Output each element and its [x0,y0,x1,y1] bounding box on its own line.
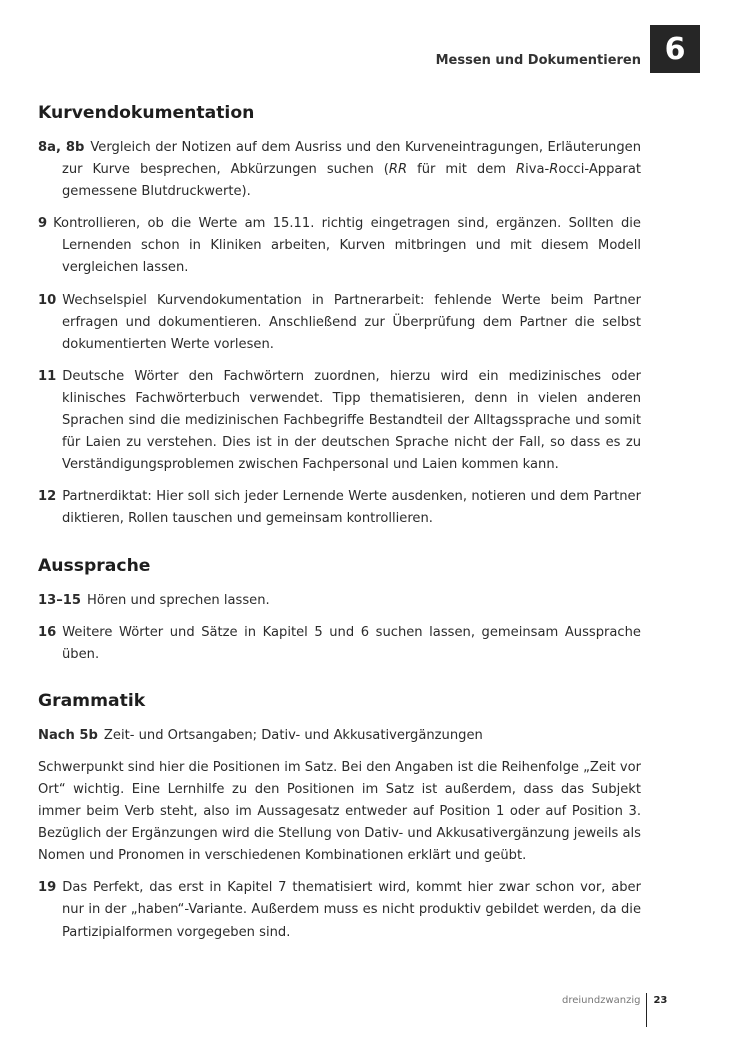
grammar-paragraph: Schwerpunkt sind hier die Positionen im Satz. Bei den Angaben ist die Reihenfolge „Zeit vor Ort“ wichtig. Eine Lernhilfe zu den Positionen im Satz ist außerdem, dass das Subjekt immer beim Verb steht, also im Aussagesatz entweder auf Position 1 oder auf Position 3. Bezüglich der Ergänzungen wird die Stellung von Dativ- und Akkusativergänzung jeweils als Nomen und Pronomen in verschiedenen Kombinationen erklärt und geübt. [38,759,641,864]
entry-number: 19 [38,880,57,896]
section-title-grammatik: Grammatik [38,690,146,711]
abbreviation-rr: RR [388,162,408,178]
entry-number: 16 [38,624,57,640]
entry-text: Das Perfekt, das erst in Kapitel 7 thematisiert wird, kommt hier zwar schon vor, aber nur in der „haben“-Variante. Außerdem muss es nicht produktiv gebildet werden, da die Partizipialformen vorgegeben sind. [62,880,641,940]
entry-text: Vergleich der Notizen auf dem Ausriss und den Kurveneintragungen, Erläuterungen zur Kurve besprechen, Abkürzungen suchen ( [62,140,641,178]
entry-text: Deutsche Wörter den Fachwörtern zuordnen, hierzu wird ein medizinisches oder klinisches Fachwörterbuch verwendet. Tipp thematisieren, denn in vielen anderen Sprachen sind die medizinischen Fachbegriffe Bestandteil der Alltagssprache und somit für Laien zu verstehen. Dies ist in der deutschen Sprache nicht der Fall, so dass es zu Verständigungsproblemen zwischen Fachpersonal und Laien kommen kann. [62,368,641,473]
entry-text: Weitere Wörter und Sätze in Kapitel 5 und 6 suchen lassen, gemeinsam Aussprache üben. [62,624,641,662]
section-title-kurvendokumentation: Kurvendokumentation [38,103,255,123]
page-number-word: dreiundzwanzig [562,995,641,1006]
entry-9 [38,213,641,279]
entry-text: Partnerdiktat: Hier soll sich jeder Lernende Werte ausdenken, notieren und dem Partner diktieren, Rollen tauschen und gemeinsam kontrollieren. [62,489,641,527]
italic-letter: R [549,162,559,178]
entry-text: Zeit- und Ortsangaben; Dativ- und Akkusativergänzungen [103,727,483,743]
entry-text: Kontrollieren, ob die Werte am 15.11. richtig eingetragen sind, ergänzen. Sollten die Lernenden schon in Kliniken arbeiten, Kurven mitbringen und mit diesem Modell vergleichen lassen. [53,216,641,276]
page-number: 23 [653,995,668,1006]
entry-number: Nach 5b [38,727,98,743]
entry-number: 13–15 [38,592,81,608]
entry-text: Hören und sprechen lassen. [87,592,270,608]
entry-19 [38,877,641,943]
entry-text: iva- [525,162,550,178]
italic-letter: R [515,162,526,178]
entry-11 [38,366,641,476]
page-content [38,100,641,954]
running-title: Messen und Dokumentieren [435,53,641,68]
entry-16 [38,622,641,666]
page-footer [562,993,667,1027]
entry-number: 12 [38,489,57,505]
grammar-lead [38,725,641,747]
page-header [0,0,737,100]
section-title-aussprache: Aussprache [38,555,151,576]
entry-8a-8b [38,137,641,203]
entry-number: 8a, 8b [38,140,85,155]
entry-13-15 [38,590,641,612]
entry-number: 11 [38,368,57,384]
entry-12 [38,486,641,530]
entry-text: occi-Apparat gemessene Blutdruckwerte). [62,162,641,200]
entry-text: für mit dem [407,162,516,178]
entry-number: 10 [38,292,57,308]
entry-number: 9 [38,216,48,232]
entry-10 [38,290,641,356]
chapter-number-badge: 6 [650,25,700,73]
entry-text: Wechselspiel Kurvendokumentation in Partnerarbeit: fehlende Werte beim Partner erfragen und dokumentieren. Anschließend zur Überprüfung dem Partner die selbst dokumentierten Werte vorlesen. [62,292,641,352]
